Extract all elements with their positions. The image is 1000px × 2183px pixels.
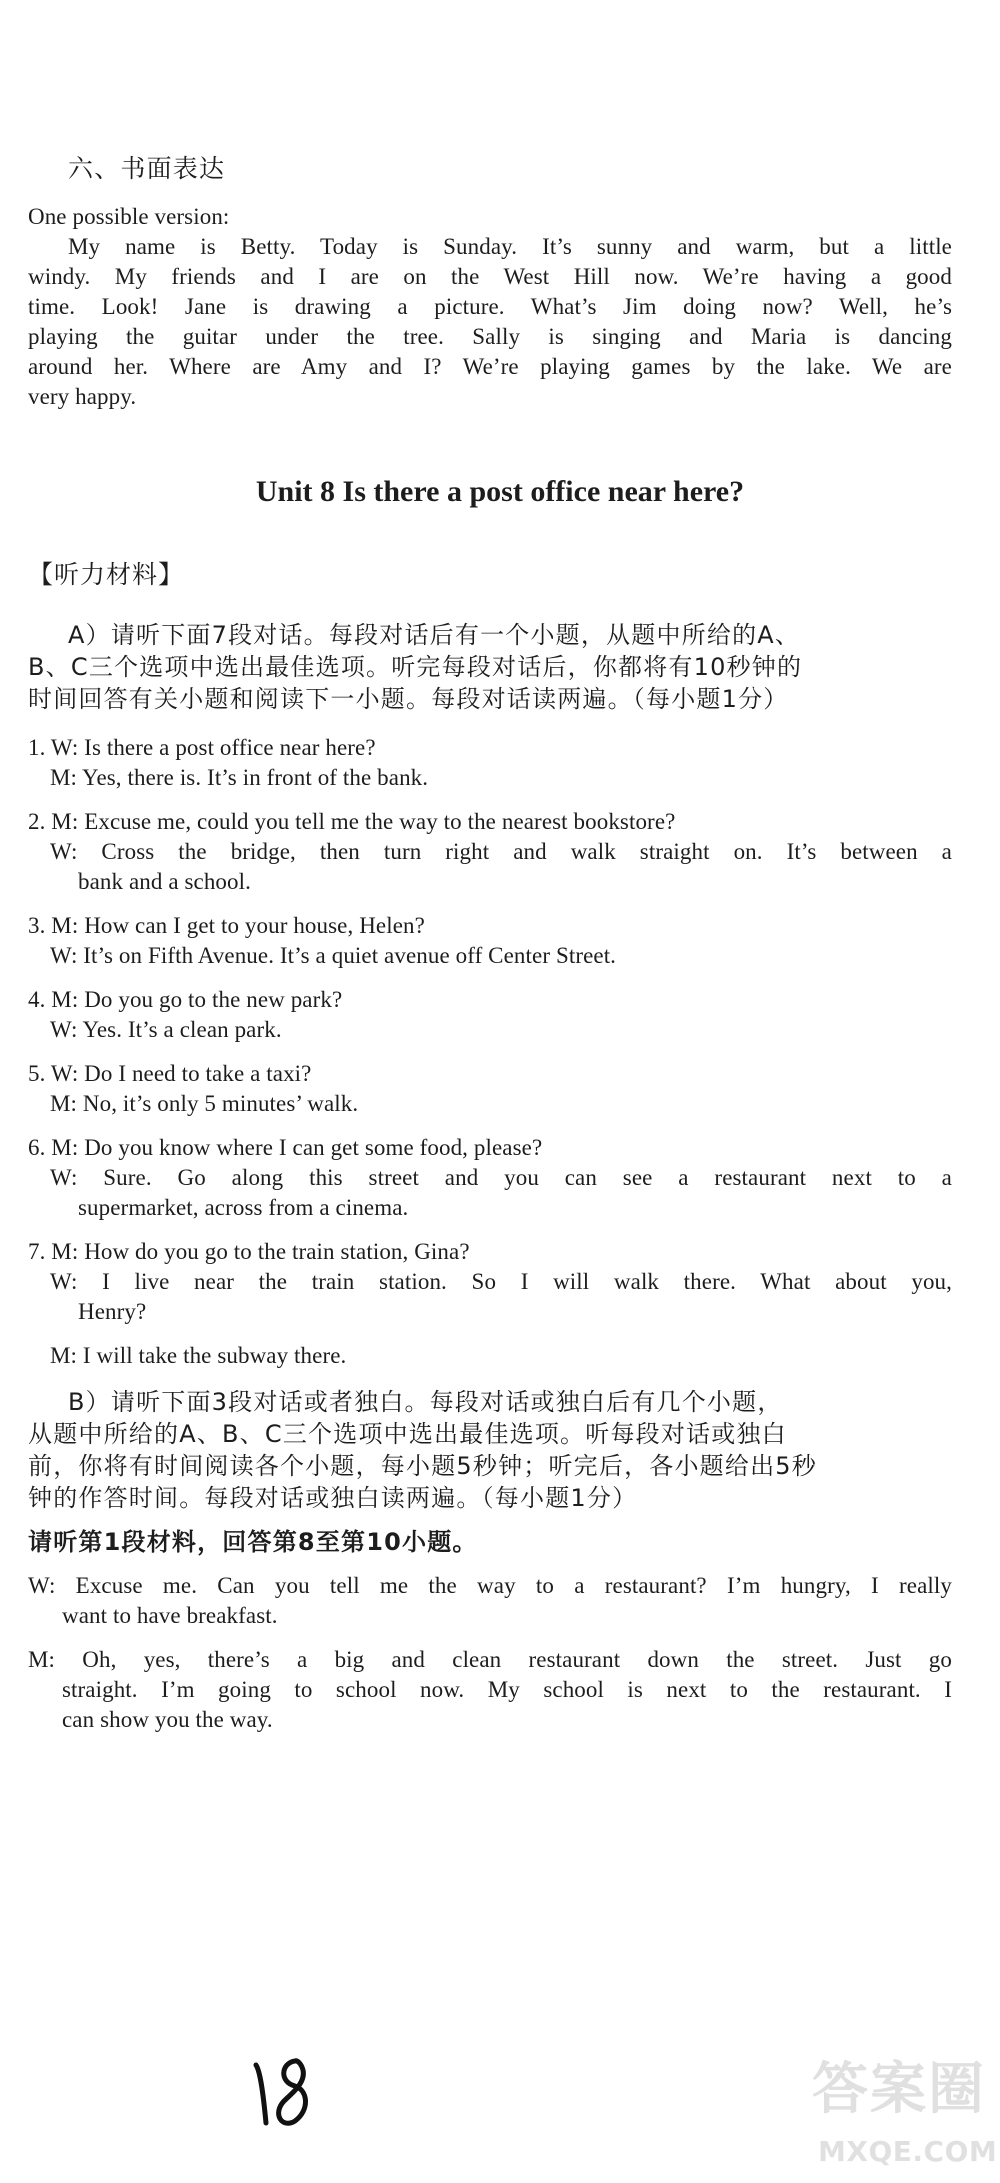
dialogue-5-woman: 5. W: Do I need to take a taxi?: [28, 1061, 312, 1086]
dialogue-4-woman: W: Yes. It’s a clean park.: [50, 1017, 282, 1042]
dialogue-5-man: M: No, it’s only 5 minutes’ walk.: [50, 1091, 359, 1116]
dialogue-7-woman-line-2: Henry?: [78, 1299, 147, 1324]
part-b-instruction-line-3: 前，你将有时间阅读各个小题，每小题5秒钟；听完后，各小题给出5秒: [28, 1452, 817, 1480]
dialogue-1-man: M: Yes, there is. It’s in front of the bank.: [50, 765, 429, 790]
material-1-line-5: can show you the way.: [62, 1707, 273, 1732]
material-1-line-2: want to have breakfast.: [62, 1603, 278, 1628]
dialogue-7-man: 7. M: How do you go to the train station, Gina?: [28, 1239, 470, 1264]
part-a-instruction-line-1: A）请听下面7段对话。每段对话后有一个小题，从题中所给的A、: [68, 621, 801, 649]
part-b-instruction-line-4: 钟的作答时间。每段对话或独白读两遍。（每小题1分）: [28, 1484, 638, 1512]
part-b-instruction-line-2: 从题中所给的A、B、C三个选项中选出最佳选项。听每段对话或独白: [28, 1420, 787, 1448]
part-b-instruction-line-1: B）请听下面3段对话或者独白。每段对话或独白后有几个小题，: [68, 1388, 783, 1416]
writing-section-heading: 六、书面表达: [68, 154, 226, 183]
dialogue-1-woman: 1. W: Is there a post office near here?: [28, 735, 376, 760]
part-a-instruction-line-2: B、C三个选项中选出最佳选项。听完每段对话后，你都将有10秒钟的: [28, 653, 803, 681]
dialogue-6-woman-line-2: supermarket, across from a cinema.: [78, 1195, 409, 1220]
essay-line-3: time. Look! Jane is drawing a picture. What’s Jim doing now? Well, he’s: [28, 294, 952, 319]
answer-circle-watermark: [812, 2055, 1000, 2183]
dialogue-3-woman: W: It’s on Fifth Avenue. It’s a quiet avenue off Center Street.: [50, 943, 617, 968]
dialogue-3-man: 3. M: How can I get to your house, Helen?: [28, 913, 425, 938]
dialogue-6-woman-line-1: W: Sure. Go along this street and you can see a restaurant next to a: [50, 1165, 952, 1190]
essay-line-1: My name is Betty. Today is Sunday. It’s sunny and warm, but a little: [68, 234, 952, 259]
sample-version-label: One possible version:: [28, 204, 230, 229]
dialogue-4-man: 4. M: Do you go to the new park?: [28, 987, 343, 1012]
dialogue-7-man-reply: M: I will take the subway there.: [50, 1343, 347, 1368]
essay-line-5: around her. Where are Amy and I? We’re playing games by the lake. We are: [28, 354, 952, 379]
watermark-domain-text: MXQE.COM: [818, 2135, 998, 2168]
material-1-line-1: W: Excuse me. Can you tell me the way to a restaurant? I’m hungry, I really: [28, 1573, 952, 1598]
material-1-line-4: straight. I’m going to school now. My school is next to the restaurant. I: [62, 1677, 952, 1702]
dialogue-2-woman-line-2: bank and a school.: [78, 869, 251, 894]
material-1-heading: 请听第1段材料，回答第8至第10小题。: [28, 1528, 478, 1556]
dialogue-7-woman-line-1: W: I live near the train station. So I will walk there. What about you,: [50, 1269, 952, 1294]
material-1-line-3: M: Oh, yes, there’s a big and clean restaurant down the street. Just go: [28, 1647, 952, 1672]
dialogue-6-man: 6. M: Do you know where I can get some food, please?: [28, 1135, 543, 1160]
watermark-main-text: 答案圈: [812, 2057, 986, 2122]
handwritten-page-number: [248, 2053, 318, 2133]
essay-line-4: playing the guitar under the tree. Sally is singing and Maria is dancing: [28, 324, 952, 349]
dialogue-2-woman-line-1: W: Cross the bridge, then turn right and walk straight on. It’s between a: [50, 839, 952, 864]
essay-line-6: very happy.: [28, 384, 137, 409]
part-a-instruction-line-3: 时间回答有关小题和阅读下一小题。每段对话读两遍。（每小题1分）: [28, 685, 789, 713]
unit-title: Unit 8 Is there a post office near here?: [255, 475, 745, 508]
listening-material-heading: 【听力材料】: [28, 560, 185, 589]
essay-line-2: windy. My friends and I are on the West Hill now. We’re having a good: [28, 264, 952, 289]
dialogue-2-man: 2. M: Excuse me, could you tell me the way to the nearest bookstore?: [28, 809, 676, 834]
